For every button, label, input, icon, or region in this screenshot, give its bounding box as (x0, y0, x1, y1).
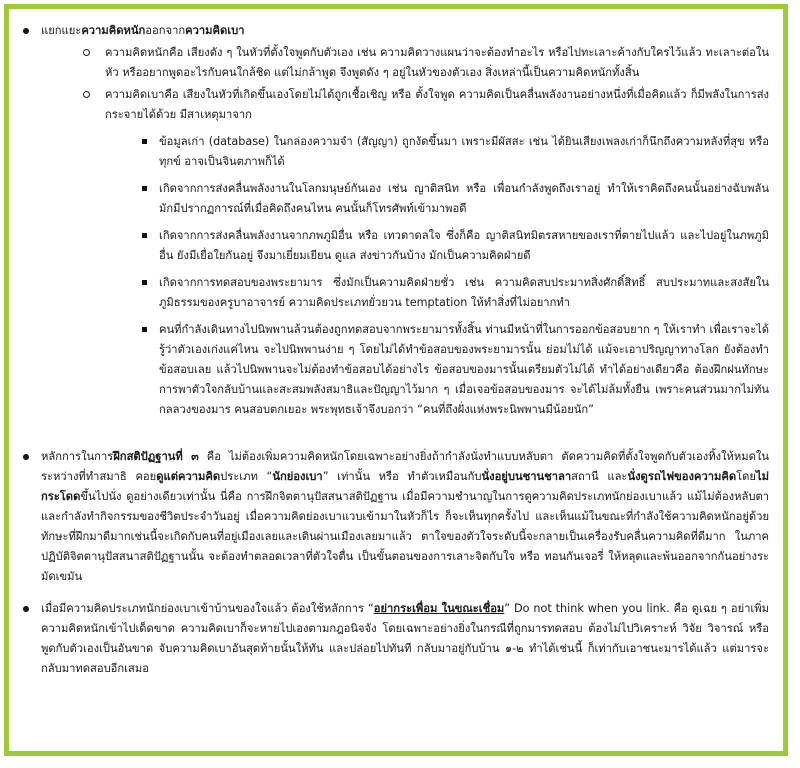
bordered-content-box (4, 4, 788, 756)
text-run: แยกแยะ (41, 24, 82, 37)
content-area (23, 21, 769, 679)
bold-text-run: นั่งอยู่บนชานชาลา (481, 470, 572, 483)
cause-other-realms (159, 226, 769, 266)
text-run: ความคิดเบาคือ เสียงในหัวที่เกิดขึ้นเองโดยไม่ได้ถูกเชื้อเชิญ หรือ ตั้งใจพูด ความคิดเป็นคลื่นพลังงานอย่างหนึ่งที่เมื่อคิดแล้ว ก็มีพลังในการส่ง กระจายได้ด้วย มีสาเหตุมาจาก (105, 88, 769, 121)
underlined-text-run: อย่ากระเพื่อม ในขณะเชื่อม (373, 602, 505, 615)
bullet-dot-icon (23, 454, 29, 460)
bold-text-run: ความคิดหนัก (81, 24, 146, 37)
bullet-square-icon (142, 139, 147, 144)
mara-exam-explanation (159, 320, 769, 420)
subbullet-light-thought (105, 85, 769, 125)
text-run: คือ ไม่ต้องเพิ่มความคิดหนักโดยเฉพาะอย่างยิ่งถ้ากำลังนั่งทำแบบหลับตา ตัดความคิดที่ตั้งใจพูดกับตัวเองทิ้งให้หมดในระหว่างที่ทำสมาธิ คอย (41, 450, 770, 483)
text-run: เมื่อมีความคิดประเภทนักย่องเบาเข้าบ้านของใจแล้ว ต้องใช้หลักการ “ (41, 602, 374, 615)
bold-text-run: ไม่กระโดด (41, 470, 770, 503)
bullet-dot-icon (23, 28, 29, 34)
subbullet-heavy-thought (105, 43, 769, 83)
bold-text-run: ความคิดเบา (185, 24, 245, 37)
bullet-separate-thoughts (41, 21, 769, 41)
bullet-mindfulness-principle (41, 447, 769, 587)
bullet-dot-icon (23, 606, 29, 612)
cause-human-waves (159, 179, 769, 219)
text-run: ประเภท “ (220, 470, 273, 483)
text-run: ข้อมูลเก่า (database) ในกล่องความจำ (สัญญา) ถูกงัดขึ้นมา เพราะมีผัสสะ เช่น ได้ยินเสียงเพลงเก่าก็นึกถึงความหลังที่สุข หรือ ทุกข์ อาจเป็นจินตภาพก็ได้ (159, 135, 769, 168)
text-run: ความคิดหนักคือ เสียงดัง ๆ ในหัวที่ตั้งใจพูดกับตัวเอง เช่น ความคิดวางแผนว่าจะต้องทำอะไร หรือไปทะเลาะค้างกับใครไว้แล้ว ทะเลาะต่อในหัว หรืออยากพูดอะไรกับคนใกล้ชิด แต่ไม่กล้าพูด จึงพูดดัง ๆ อยู่ในหัวของตัวเอง สิ่งเหล่านี้เป็นความคิดหนักทั้งสิ้น (105, 46, 769, 79)
text-run: คนที่กำลังเดินทางไปนิพพานล้วนต้องถูกทดสอบจากพระยามารทั้งสิ้น ท่านมีหน้าที่ในการออกข้อสอบยาก ๆ ให้เราทำ เพื่อเราจะได้รู้ว่าตัวเองเก่งแค่ไหน จะไปนิพพานง่าย ๆ โดยไม่ได้ทำข้อสอบของพระยามารนั้น ย่อมไม่ได้ แม้จะเอาปริญญาทางโลก ยังต้องทำข้อสอบเลย แล้วไปนิพพานจะไม่ต้องทำข้อสอบได้อย่างไร ข้อสอบของมารนั้นเตรียมตัวไม่ได้ ทำได้อย่างเดียวคือ ต้องฝึกฝนทักษะการพาตัวใจกลับบ้านและสะสมพลังสมาธิและปัญญาไว้มาก ๆ เมื่อเจอข้อสอบของมาร จะได้ไม่ล้มทั้งยืน เพราะคนส่วนมากไม่ทันกลลวงของมาร คนสอบตกเยอะ พระพุทธเจ้าจึงบอกว่า “คนที่ถึงฝั่งแห่งพระนิพพานมีน้อยนัก” (159, 323, 769, 416)
cause-old-memory (159, 132, 769, 172)
bullet-square-icon (142, 280, 147, 285)
bullet-do-not-think-when-link (41, 599, 769, 679)
bold-text-run: ดูแต่ความคิด (156, 470, 221, 483)
bullet-circle-icon (83, 49, 90, 56)
bold-text-run: นั่งดูรถไฟของความคิด (627, 470, 737, 483)
bold-text-run: นักย่องเบา (272, 470, 323, 483)
text-run: หลักการในการ (41, 450, 114, 463)
bullet-square-icon (142, 327, 147, 332)
text-run: ขึ้นไปนั่ง ดูอย่างเดียวเท่านั้น นี่คือ การฝึกจิตตานุปัสสนาสติปัฏฐาน เมื่อมีความชำนาญในการดูความคิดประเภทนักย่องเบาแล้ว แม้ไม่ต้องหลับตาและกำลังทำกิจกรรมของชีวิตประจำวันอยู่ เมื่อความคิดย่องเบาแวบเข้ามาในหัวก็ไร ก็จะเห็นทุกครั้งไป และเห็นแม้ในขณะที่กำลังใช้ความคิดหนักอยู่ด้วย ทักษะที่ฝึกมาดีมากเช่นนี้จะเกิดกับคนที่อยู่เมืองเลยและเดินผ่านเมืองเลยมาแล้ว ตาใจของตัวใจระดับนี้จะกลายเป็นเครื่องรับคลื่นความคิดที่ดีมาก ในภาคปฏิบัติจิตตานุปัสสนาสติปัฏฐานนั้น จะต้องทำตลอดเวลาที่ตัวใจตื่น เป็นขั้นตอนของการเลาะจิตกับใจ หรือ ทอนกันเจอรี่ ให้หลุดและพ้นออกจากกันอย่างระมัดเขมัน (41, 490, 769, 583)
text-run: เกิดจากการทดสอบของพระยามาร ซึ่งมักเป็นความคิดฝ่ายชั่ว เช่น ความคิดสบประมาทสิ่งศักดิ์สิทธิ์ สบประมาทและสงสัยในภูมิธรรมของครูบาอาจารย์ ความคิดประเภทยั่วยวน temptation ให้ทำสิ่งที่ไม่อยากทำ (159, 276, 769, 309)
bullet-square-icon (142, 186, 147, 191)
text-run: สถานี และ (571, 470, 628, 483)
text-run: เกิดจากการส่งคลื่นพลังงานในโลกมนุษย์กันเอง เช่น ญาติสนิท หรือ เพื่อนกำลังพูดถึงเราอยู่ ทำให้เราคิดถึงคนนั้นอย่างฉับพลัน มักมีปรากฏการณ์ที่เมื่อคิดถึงคนไหน คนนั้นก็โทรศัพท์เข้ามาพอดี (159, 182, 769, 215)
text-run: ออกจาก (145, 24, 186, 37)
bullet-circle-icon (83, 91, 90, 98)
text-run: โดย (736, 470, 756, 483)
bold-text-run: ฝึกสติปัฏฐานที่ ๓ (113, 450, 199, 463)
bold-underlined-text-run (374, 602, 505, 615)
cause-mara-test (159, 273, 769, 313)
bullet-square-icon (142, 233, 147, 238)
text-run: ” เท่านั้น หรือ ทำตัวเหมือนกับ (322, 470, 482, 483)
text-run: เกิดจากการส่งคลื่นพลังงานจากภพภูมิอื่น หรือ เทวดาดลใจ ซึ่งก็คือ ญาติสนิทมิตรสหายของเราที่ตายไปแล้ว และไปอยู่ในภพภูมิอื่น ยังมีเยื่อใยกันอยู่ จึงมาเยี่ยมเยียน ดูแล ส่งข่าวกันบ้าง มักเป็นความคิดฝ่ายดี (159, 229, 769, 262)
text-run: ” Do not think when you link. คือ ดูเฉย ๆ อย่าเพิ่มความคิดหนักเข้าไปเด็ดขาด ความคิดเบาก็จะหายไปเองตามกฎอนิจจัง โดยเฉพาะอย่างยิ่งในกรณีที่ถูกมารทดสอบ ต้องไม่ไปวิเคราะห์ วิจัย วิจารณ์ หรือ พูดกับตัวเองเป็นอันขาด จับความคิดเบาอันสุดท้ายนั้นให้ทัน และปล่อยไปทันที กลับมาอยู่กับบ้าน ๑-๒ ทำได้เช่นนี้ ก็เท่ากับเอาชนะมารได้แล้ว แต่มารจะกลับมาทดสอบอีกเสมอ (41, 602, 769, 675)
